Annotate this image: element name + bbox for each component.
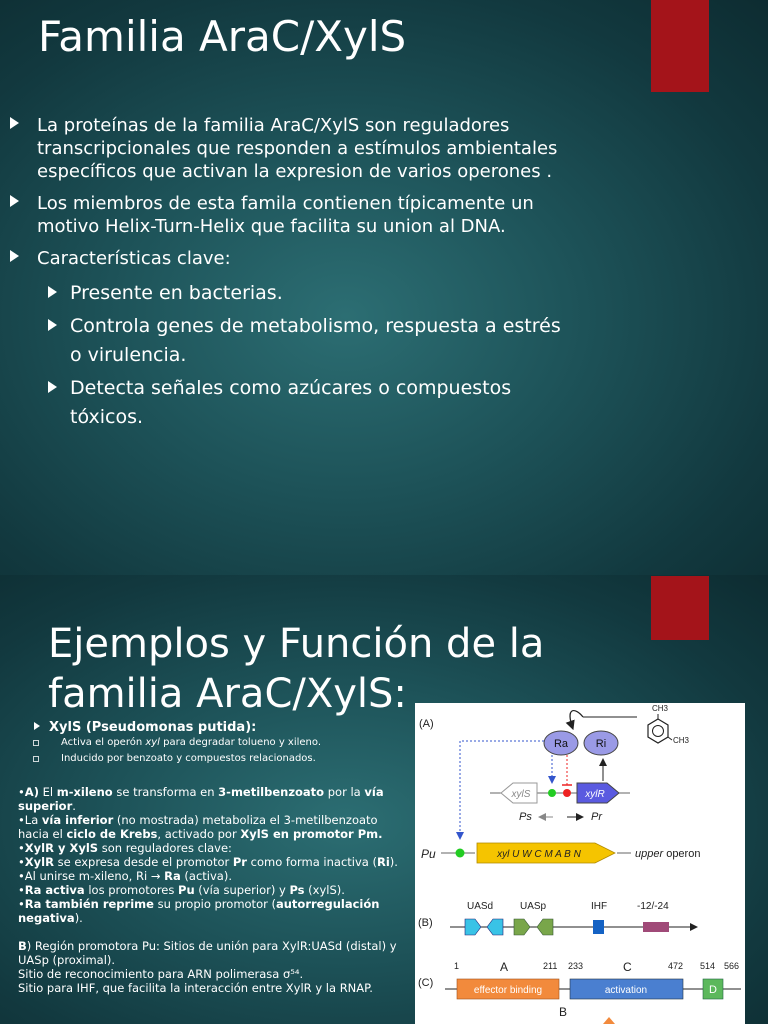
pos-472-label: 472	[668, 961, 684, 971]
bullet-arrow-icon	[48, 319, 57, 331]
panel-b-label: (B)	[418, 917, 433, 929]
methyl-bond	[668, 737, 672, 740]
domain-c-label: C	[623, 960, 632, 974]
bullet-list	[10, 114, 570, 436]
ihf-site-box	[593, 920, 604, 934]
note-line: •XylR se expresa desde el promotor Pr como forma inactiva (Ri).	[18, 855, 398, 869]
ps-green-dot	[548, 789, 556, 797]
domain-a-label: A	[500, 960, 509, 974]
explanation-notes	[18, 785, 398, 995]
note-line: Sitio de reconocimiento para ARN polimerasa σ⁵⁴.	[18, 967, 304, 981]
diagram-svg	[415, 703, 745, 1024]
bullet-text: La proteínas de la familia AraC/XylS son reguladores transcripcionales que responden a estímulos ambientales específicos que activan la expresion de varios operones .	[37, 115, 558, 182]
square-bullet-icon	[33, 740, 39, 746]
uasp-label: UASp	[520, 901, 547, 912]
uasd-box-2	[487, 919, 503, 935]
pr-red-dot	[563, 789, 571, 797]
pos-233-label: 233	[568, 961, 584, 971]
note-line: •Ra activa los promotores Pu (vía superior) y Ps (xylS).	[18, 883, 345, 897]
square-bullet-icon	[33, 756, 39, 762]
slide-1-title: Familia AraC/XylS	[38, 12, 407, 61]
benzene-inner-circle	[653, 726, 664, 737]
uasd-label: UASd	[467, 901, 494, 912]
minus12-24-label: -12/-24	[637, 901, 669, 912]
activation-label: activation	[604, 985, 648, 996]
panel-a-label: (A)	[419, 718, 434, 730]
example-heading: XylS (Pseudomonas putida):	[34, 720, 398, 735]
inducer-arrow	[570, 711, 583, 729]
note-line: •Ra también reprime su propio promotor (autorregulación negativa).	[18, 897, 380, 925]
domain-d-label: D	[709, 984, 717, 996]
bullet-arrow-icon	[10, 117, 19, 129]
pos-1-label: 1	[454, 961, 460, 971]
pos-566-label: 566	[724, 961, 740, 971]
red-accent-tab	[651, 0, 709, 92]
bullet-arrow-icon	[10, 195, 19, 207]
bullet-item	[10, 247, 570, 270]
note-line: •XylR y XylS son reguladores clave:	[18, 841, 232, 855]
bullet-arrow-icon	[34, 722, 40, 730]
pu-label: Pu	[421, 847, 436, 861]
uasp-box-2	[537, 919, 553, 935]
upper-operon-label: upper operon	[635, 848, 701, 860]
note-line: •La vía inferior (no mostrada) metaboliza el 3-metilbenzoato hacia el ciclo de Krebs, activado por XylS en promotor Pm.	[18, 813, 383, 841]
ch3-top-label: CH3	[652, 704, 669, 713]
sub-bullet-item	[10, 279, 570, 308]
ihf-label: IHF	[591, 901, 608, 912]
minus12-24-box	[643, 922, 669, 932]
slide-2	[0, 575, 768, 1024]
sub-bullet-text: Presente en bacterias.	[70, 282, 283, 304]
bullet-text: Características clave:	[37, 248, 231, 269]
xylr-gene-label: xylR	[585, 789, 605, 800]
spacer	[18, 925, 398, 939]
bullet-text: Los miembros de esta famila contienen típicamente un motivo Helix-Turn-Helix que facilita su union al DNA.	[37, 193, 534, 237]
pos-211-label: 211	[543, 961, 558, 971]
ch3-right-label: CH3	[673, 736, 690, 745]
xyls-gene-label: xylS	[511, 789, 531, 800]
ra-label: Ra	[553, 738, 569, 750]
note-line: •A) El m-xileno se transforma en 3-metilbenzoato por la vía superior.	[18, 785, 384, 813]
bullet-item	[10, 114, 570, 183]
slide-2-title: Ejemplos y Función de la familia AraC/XylS:	[48, 621, 545, 717]
note-line: B) Región promotora Pu: Sitios de unión para XylR:UASd (distal) y UASp (proximal).	[18, 939, 397, 967]
sub-bullet-item	[10, 312, 570, 370]
sub-bullet-text: Detecta señales como azúcares o compuestos tóxicos.	[70, 377, 512, 428]
uasp-box-1	[514, 919, 530, 935]
panel-c-label: (C)	[418, 977, 434, 989]
pr-label: Pr	[591, 811, 602, 823]
uasd-box-1	[465, 919, 481, 935]
slide-2-text	[18, 720, 398, 995]
sub-bullet-item	[10, 374, 570, 432]
domain-b-label: B	[559, 1005, 568, 1019]
benzene-ring-icon	[648, 719, 668, 743]
bullet-item	[10, 192, 570, 238]
ps-label: Ps	[519, 811, 532, 823]
operon-genes-label: xyl U W C M A B N	[497, 849, 581, 860]
cropped-marker-icon	[603, 1017, 615, 1024]
bullet-arrow-icon	[10, 250, 19, 262]
bullet-arrow-icon	[48, 286, 57, 298]
ri-label: Ri	[595, 738, 607, 750]
bullet-arrow-icon	[48, 381, 57, 393]
red-accent-tab	[651, 576, 709, 640]
pos-514-label: 514	[700, 961, 716, 971]
note-line: Sitio para IHF, que facilita la interacción entre XylR y la RNAP.	[18, 981, 373, 995]
effector-binding-label: effector binding	[473, 985, 543, 996]
pu-green-dot	[456, 849, 465, 858]
sub-item: Activa el operón xyl para degradar tolueno y xileno.	[18, 735, 398, 751]
note-line: •Al unirse m-xileno, Ri → Ra (activa).	[18, 869, 232, 883]
sub-item: Inducido por benzoato y compuestos relacionados.	[18, 751, 398, 767]
xylr-regulation-diagram	[415, 703, 745, 1024]
sub-bullet-text: Controla genes de metabolismo, respuesta a estrés o virulencia.	[70, 315, 561, 366]
